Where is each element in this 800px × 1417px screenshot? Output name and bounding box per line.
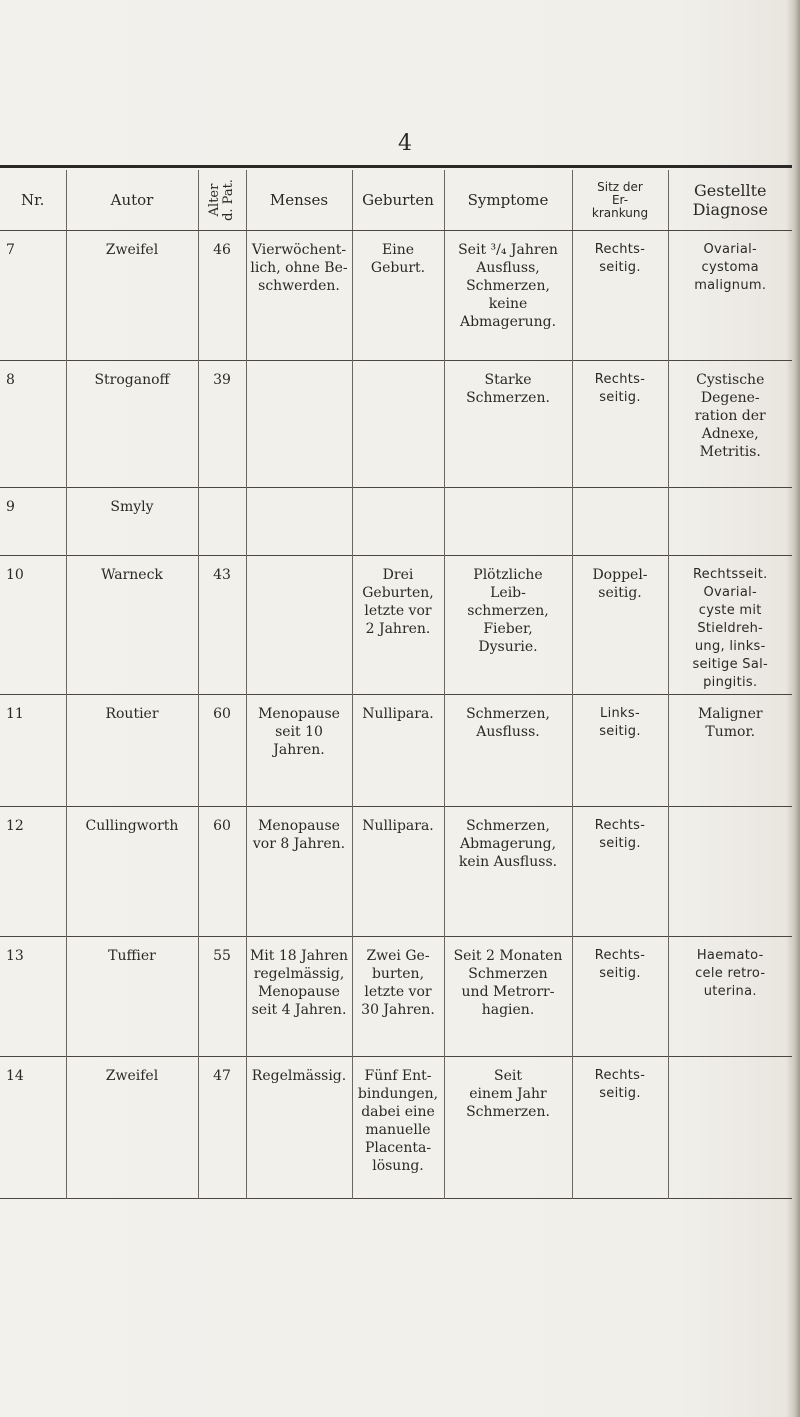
cell-alter bbox=[198, 488, 246, 556]
cell-geburten: Zwei Ge- burten, letzte vor 30 Jahren. bbox=[352, 937, 444, 1057]
table-row bbox=[0, 488, 792, 556]
cell-geburten bbox=[352, 488, 444, 556]
table-row bbox=[0, 807, 792, 937]
cell-autor: Zweifel bbox=[66, 231, 198, 361]
cell-sitz: Rechts- seitig. bbox=[572, 361, 668, 488]
header-nr: Nr. bbox=[0, 170, 66, 231]
cell-geburten: Eine Geburt. bbox=[352, 231, 444, 361]
cell-autor: Cullingworth bbox=[66, 807, 198, 937]
cell-autor: Tuffier bbox=[66, 937, 198, 1057]
cell-nr: 10 bbox=[6, 567, 24, 583]
header-menses: Menses bbox=[246, 170, 352, 231]
table-row bbox=[0, 231, 792, 361]
cell-alter: 39 bbox=[198, 361, 246, 488]
cell-sitz: Rechts- seitig. bbox=[572, 937, 668, 1057]
case-records-table bbox=[0, 170, 792, 1199]
header-diagnose: Gestellte Diagnose bbox=[668, 170, 792, 231]
table-row bbox=[0, 361, 792, 488]
table-row bbox=[0, 695, 792, 807]
header-autor: Autor bbox=[66, 170, 198, 231]
cell-menses: Vierwöchent- lich, ohne Be- schwerden. bbox=[246, 231, 352, 361]
header-alter-label: Alter d. Pat. bbox=[206, 179, 236, 221]
cell-menses: Menopause seit 10 Jahren. bbox=[246, 695, 352, 807]
cell-nr: 7 bbox=[6, 242, 15, 258]
cell-nr: 12 bbox=[6, 818, 24, 834]
cell-alter: 46 bbox=[198, 231, 246, 361]
cell-symptome: Schmerzen, Ausfluss. bbox=[444, 695, 572, 807]
cell-diagnose: Cystische Degene- ration der Adnexe, Metritis. bbox=[668, 361, 792, 488]
cell-autor: Smyly bbox=[66, 488, 198, 556]
header-sitz: Sitz der Er- krankung bbox=[572, 170, 668, 231]
cell-symptome: Plötzliche Leib- schmerzen, Fieber, Dysurie. bbox=[444, 556, 572, 695]
cell-alter: 47 bbox=[198, 1057, 246, 1199]
page-number: 4 bbox=[398, 131, 412, 156]
header-symptome: Symptome bbox=[444, 170, 572, 231]
cell-sitz bbox=[572, 488, 668, 556]
cell-diagnose: Rechtsseit. Ovarial- cyste mit Stieldreh- ung, links- seitige Sal- pingitis. bbox=[668, 556, 792, 695]
cell-autor: Routier bbox=[66, 695, 198, 807]
cell-sitz: Rechts- seitig. bbox=[572, 231, 668, 361]
header-alter bbox=[198, 170, 246, 231]
cell-symptome: Schmerzen, Abmagerung, kein Ausfluss. bbox=[444, 807, 572, 937]
cell-autor: Stroganoff bbox=[66, 361, 198, 488]
cell-symptome: Seit 2 Monaten Schmerzen und Metrorr- hagien. bbox=[444, 937, 572, 1057]
cell-nr: 11 bbox=[6, 706, 24, 722]
cell-menses bbox=[246, 556, 352, 695]
table-row bbox=[0, 937, 792, 1057]
cell-diagnose bbox=[668, 807, 792, 937]
cell-sitz: Links- seitig. bbox=[572, 695, 668, 807]
cell-autor: Warneck bbox=[66, 556, 198, 695]
cell-sitz: Doppel- seitig. bbox=[572, 556, 668, 695]
table-top-rule bbox=[0, 165, 792, 168]
cell-diagnose bbox=[668, 1057, 792, 1199]
cell-menses: Mit 18 Jahren regelmässig, Menopause seit 4 Jahren. bbox=[246, 937, 352, 1057]
cell-menses: Regelmässig. bbox=[246, 1057, 352, 1199]
cell-symptome: Seit ³/₄ Jahren Ausfluss, Schmerzen, keine Abmagerung. bbox=[444, 231, 572, 361]
cell-sitz: Rechts- seitig. bbox=[572, 807, 668, 937]
cell-geburten: Drei Geburten, letzte vor 2 Jahren. bbox=[352, 556, 444, 695]
header-geburten: Geburten bbox=[352, 170, 444, 231]
cell-alter: 43 bbox=[198, 556, 246, 695]
table-row bbox=[0, 1057, 792, 1199]
cell-symptome bbox=[444, 488, 572, 556]
cell-autor: Zweifel bbox=[66, 1057, 198, 1199]
cell-nr: 13 bbox=[6, 948, 24, 964]
cell-geburten bbox=[352, 361, 444, 488]
cell-nr: 9 bbox=[6, 499, 15, 515]
cell-menses: Menopause vor 8 Jahren. bbox=[246, 807, 352, 937]
cell-diagnose: Ovarial- cystoma malignum. bbox=[668, 231, 792, 361]
cell-diagnose: Maligner Tumor. bbox=[668, 695, 792, 807]
cell-symptome: Starke Schmerzen. bbox=[444, 361, 572, 488]
cell-geburten: Fünf Ent- bindungen, dabei eine manuelle Placenta- lösung. bbox=[352, 1057, 444, 1199]
cell-alter: 60 bbox=[198, 807, 246, 937]
cell-nr: 14 bbox=[6, 1068, 24, 1084]
cell-alter: 60 bbox=[198, 695, 246, 807]
cell-diagnose bbox=[668, 488, 792, 556]
cell-nr: 8 bbox=[6, 372, 15, 388]
cell-geburten: Nullipara. bbox=[352, 807, 444, 937]
cell-sitz: Rechts- seitig. bbox=[572, 1057, 668, 1199]
cell-menses bbox=[246, 488, 352, 556]
cell-alter: 55 bbox=[198, 937, 246, 1057]
cell-symptome: Seit einem Jahr Schmerzen. bbox=[444, 1057, 572, 1199]
cell-menses bbox=[246, 361, 352, 488]
cell-geburten: Nullipara. bbox=[352, 695, 444, 807]
table-header-row bbox=[0, 170, 792, 231]
cell-diagnose: Haemato- cele retro- uterina. bbox=[668, 937, 792, 1057]
table-row bbox=[0, 556, 792, 695]
